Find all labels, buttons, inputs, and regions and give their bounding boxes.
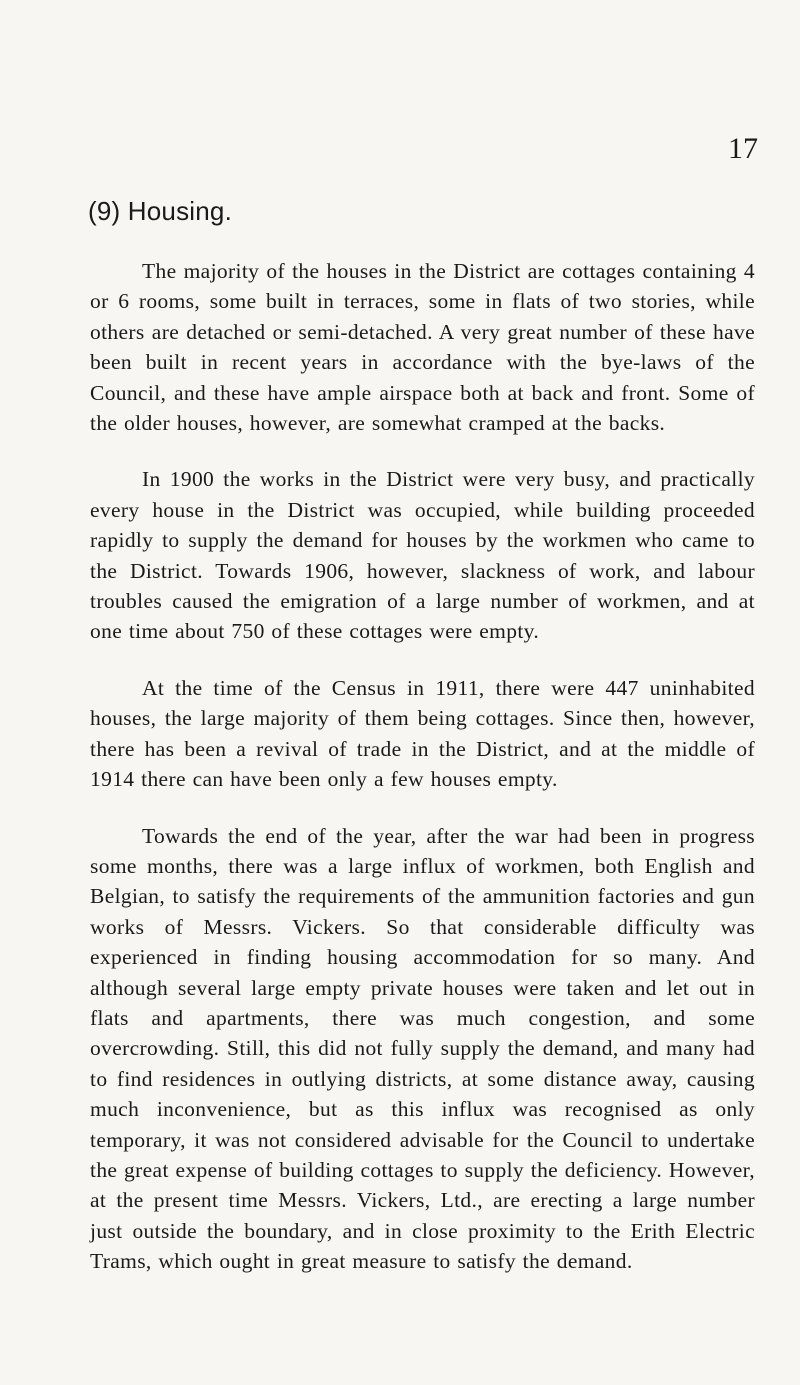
page-number: 17: [728, 132, 758, 165]
paragraph-housing-1900: In 1900 the works in the District were very busy, and practically every house in the District was occupied, while building proceeded rapidly to supply the demand for houses by the workmen who came to the District. Towards 1906, however, slackness of work, and labour troubles caused the emigration of a large number of workmen, and at one time about 750 of these cottages were empty.: [90, 467, 755, 644]
body-text: [90, 256, 755, 1277]
section-heading: (9) Housing.: [88, 196, 233, 226]
paragraph-census-1911: At the time of the Census in 1911, there were 447 uninhabited houses, the large majority of them being cottages. Since then, however, there has been a revival of trade in the District, and at the middle of 1914 there can have been only a few houses empty.: [90, 675, 755, 792]
paragraph-war-influx: Towards the end of the year, after the war had been in progress some months, there was a large influx of workmen, both English and Belgian, to satisfy the requirements of the ammunition factories and gun works of Messrs. Vickers. So that considerable difficulty was experienced in finding housing accommodation for so many. And although several large empty private houses were taken and let out in flats and apartments, there was much congestion, and some overcrowding. Still, this did not fully supply the demand, and many had to find residences in outlying districts, at some distance away, causing much inconvenience, but as this influx was recognised as only temporary, it was not considered advisable for the Council to undertake the great expense of building cottages to supply the deficiency. However, at the present time Messrs. Vickers, Ltd., are erecting a large number just outside the boundary, and in close proximity to the Erith Electric Trams, which ought in great measure to satisfy the demand.: [90, 823, 755, 1274]
paragraph-housing-types: The majority of the houses in the District are cottages containing 4 or 6 rooms, some built in terraces, some in flats of two stories, while others are detached or semi-detached. A very great number of these have been built in recent years in accordance with the bye-laws of the Council, and these have ample airspace both at back and front. Some of the older houses, however, are somewhat cramped at the backs.: [90, 259, 755, 436]
